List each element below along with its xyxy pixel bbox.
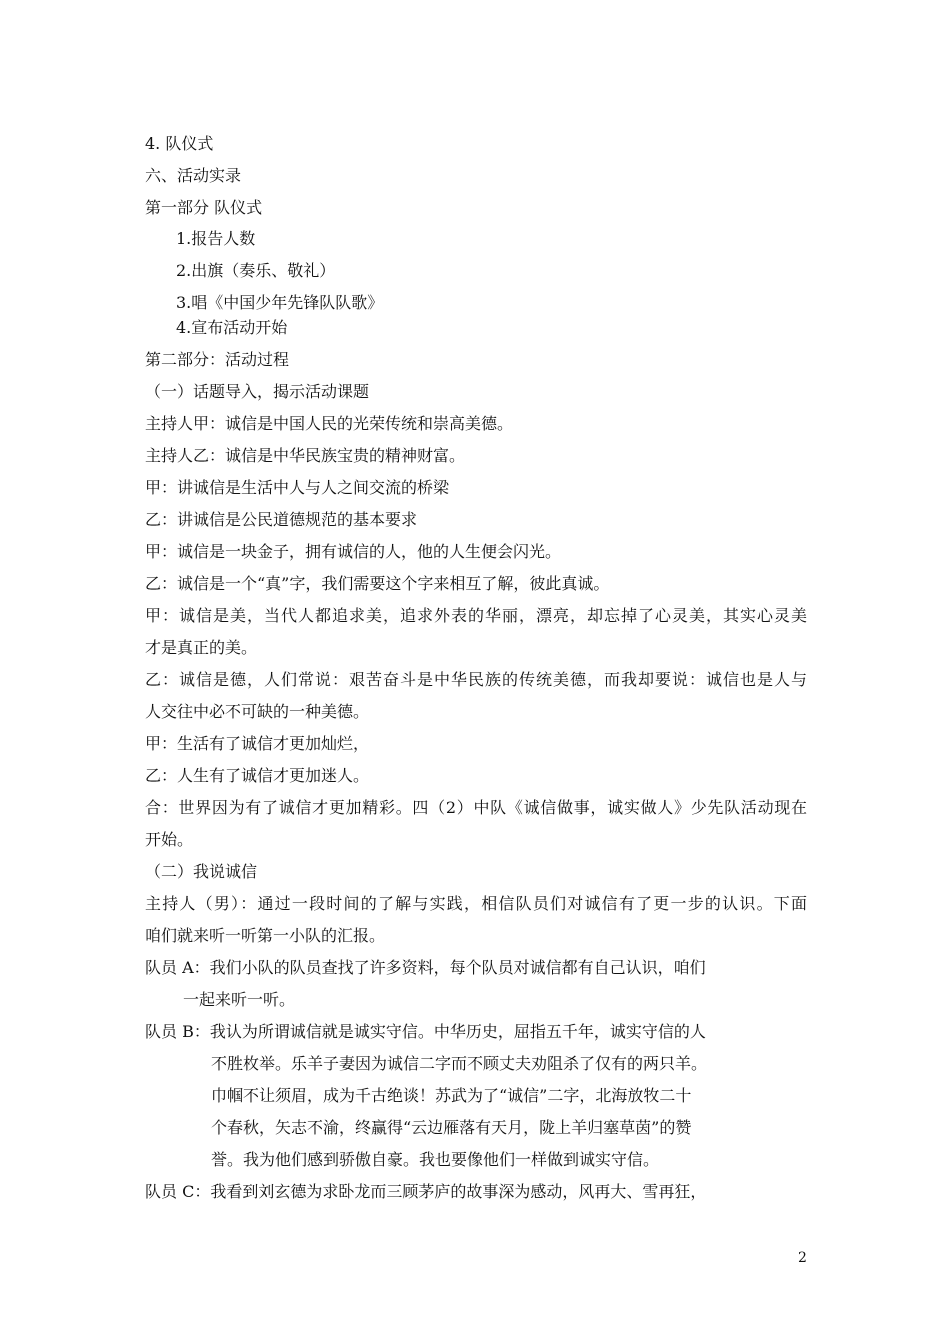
text-line: 队员 B：我认为所谓诚信就是诚实守信。中华历史，屈指五千年，诚实守信的人 xyxy=(145,1022,706,1041)
text-line: 甲：诚信是美，当代人都追求美，追求外表的华丽，漂亮，却忘掉了心灵美，其实心灵美 xyxy=(145,606,807,625)
text-line: 咱们就来听一听第一小队的汇报。 xyxy=(145,926,386,945)
text-line: 乙：讲诚信是公民道德规范的基本要求 xyxy=(145,510,418,529)
text-line: 巾帼不让须眉，成为千古绝谈！苏武为了“诚信”二字，北海放牧二十 xyxy=(211,1086,692,1105)
text-line: 才是真正的美。 xyxy=(145,638,258,657)
part-heading: 第二部分：活动过程 xyxy=(145,350,290,369)
section-heading: 六、活动实录 xyxy=(145,166,242,185)
text-line: 主持人甲：诚信是中国人民的光荣传统和崇高美德。 xyxy=(145,414,514,433)
list-item: 2.出旗（奏乐、敬礼） xyxy=(176,261,336,280)
text-line: 主持人乙：诚信是中华民族宝贵的精神财富。 xyxy=(145,446,466,465)
text-line: 4. 队仪式 xyxy=(145,134,214,153)
text-line: 甲：生活有了诚信才更加灿烂， xyxy=(145,734,370,753)
text-line: 一起来听一听。 xyxy=(183,990,296,1009)
list-item: 3.唱《中国少年先锋队队歌》 xyxy=(176,293,384,312)
text-line: 甲：诚信是一块金子，拥有诚信的人，他的人生便会闪光。 xyxy=(145,542,562,561)
text-line: 队员 C：我看到刘玄德为求卧龙而三顾茅庐的故事深为感动，风再大、雪再狂， xyxy=(145,1182,707,1201)
text-line: 甲：讲诚信是生活中人与人之间交流的桥梁 xyxy=(145,478,450,497)
subsection-heading: （二）我说诚信 xyxy=(145,862,258,881)
text-line: 乙：诚信是德，人们常说：艰苦奋斗是中华民族的传统美德，而我却要说：诚信也是人与 xyxy=(145,670,807,689)
text-line: 乙：诚信是一个“真”字，我们需要这个字来相互了解，彼此真诚。 xyxy=(145,574,610,593)
subsection-heading: （一）话题导入，揭示活动课题 xyxy=(145,382,370,401)
list-item: 4.宣布活动开始 xyxy=(176,318,288,337)
text-line: 开始。 xyxy=(145,830,194,849)
page-number: 2 xyxy=(798,1250,807,1266)
text-line: 合：世界因为有了诚信才更加精彩。四（2）中队《诚信做事，诚实做人》少先队活动现在 xyxy=(145,798,807,817)
text-line: 个春秋，矢志不渝，终赢得“云边雁落有天月，陇上羊归塞草茵”的赞 xyxy=(211,1118,692,1137)
text-line: 不胜枚举。乐羊子妻因为诚信二字而不顾丈夫劝阻杀了仅有的两只羊。 xyxy=(211,1054,708,1073)
text-line: 主持人（男）：通过一段时间的了解与实践，相信队员们对诚信有了更一步的认识。下面 xyxy=(145,894,807,913)
text-line: 乙：人生有了诚信才更加迷人。 xyxy=(145,766,370,785)
text-line: 人交往中必不可缺的一种美德。 xyxy=(145,702,370,721)
part-heading: 第一部分 队仪式 xyxy=(145,198,263,217)
text-line: 誉。我为他们感到骄傲自豪。我也要像他们一样做到诚实守信。 xyxy=(211,1150,660,1169)
text-line: 队员 A：我们小队的队员查找了许多资料，每个队员对诚信都有自己认识，咱们 xyxy=(145,958,706,977)
list-item: 1.报告人数 xyxy=(176,229,256,248)
